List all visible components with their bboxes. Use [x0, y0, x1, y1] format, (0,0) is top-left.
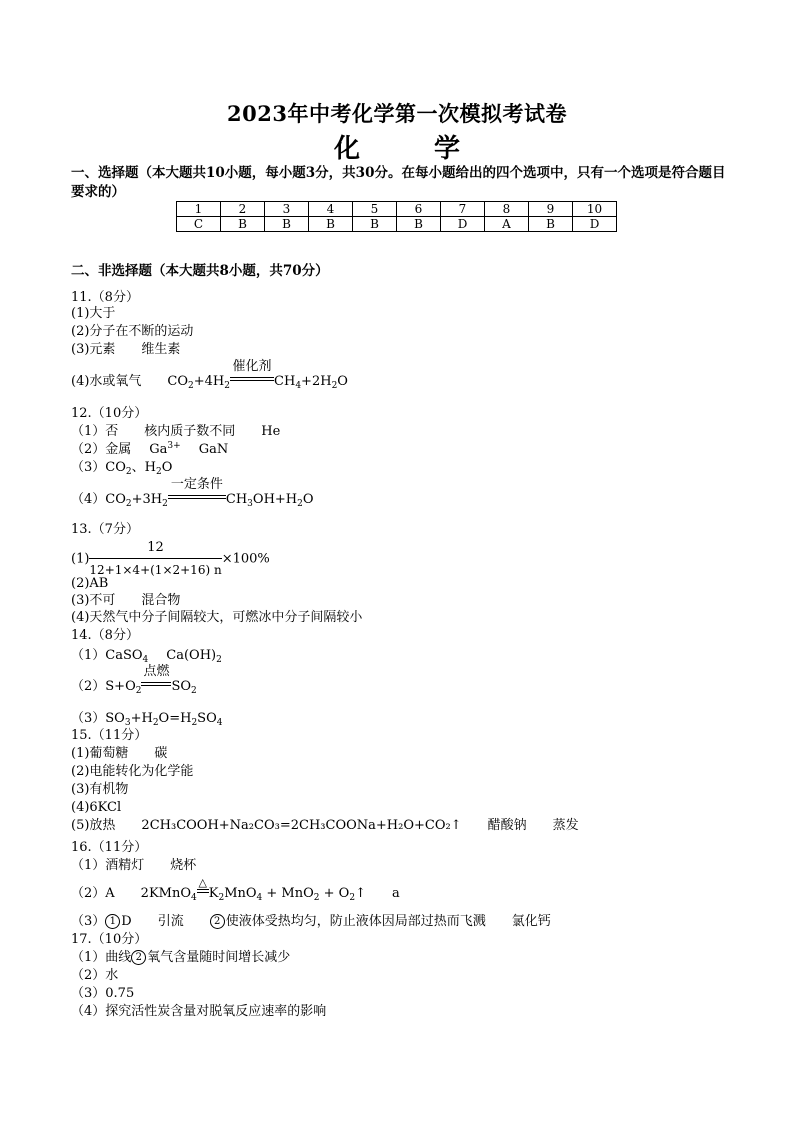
q16-reaction-condition: △ — [197, 886, 209, 902]
q12-reaction-condition: 一定条件 — [168, 492, 226, 508]
answer-cell: A — [485, 217, 529, 232]
question-number-cell: 7 — [441, 202, 485, 217]
q11-a2: (2)分子在不断的运动 — [71, 324, 194, 339]
q15-a2: (2)电能转化为化学能 — [71, 764, 194, 779]
answer-cell: B — [397, 217, 441, 232]
q12-a4: $(4)CO_2+3H_2$ 一定条件 $CH_3OH+H_2O$ — [71, 477, 314, 509]
q13-a3: (3)不可 混合物 — [71, 593, 181, 608]
q12-a2: （2）金属 $Ga^{3+}$ GaN — [71, 441, 229, 457]
answer-cell: D — [573, 217, 617, 232]
answer-table — [176, 201, 617, 232]
q17-a1: （1）曲线 2 氧气含量随时间增长减少 — [71, 950, 291, 965]
question-number-cell: 10 — [573, 202, 617, 217]
q11-a3: (3)元素 维生素 — [71, 342, 181, 357]
page-subtitle: 化 学 — [333, 134, 484, 164]
q16-a1: （1）酒精灯 烧杯 — [71, 858, 197, 873]
question-number-cell: 6 — [397, 202, 441, 217]
q17-a2: （2）水 — [71, 968, 119, 983]
q17-a3: （3）0.75 — [71, 986, 135, 1001]
q14-head: 14.（8分） — [71, 628, 139, 643]
q12-a1: （1）否 核内质子数不同 He — [71, 424, 281, 439]
page-title: 2023年中考化学第一次模拟考试卷 — [227, 101, 567, 126]
answer-cell: C — [177, 217, 221, 232]
q11-head: 11.（8分） — [71, 290, 139, 305]
section1-heading: 一、选择题（本大题共10小题，每小题3分，共30分。在每小题给出的四个选项中，只有一个选项是符合题目要求的） — [71, 165, 726, 200]
q14-reaction-condition: 点燃 — [141, 679, 171, 695]
q12-head: 12.（10分） — [71, 406, 148, 421]
circled-number-2: 2 — [131, 950, 146, 965]
circled-number-1: 1 — [105, 914, 120, 929]
q16-head: 16.（11分） — [71, 840, 148, 855]
circled-number-2: 2 — [210, 914, 225, 929]
q11-a4: (4)水或氧气 $CO_2+4H_2$ 催化剂 $CH_4+2H_2O$ — [71, 359, 348, 391]
question-number-cell: 4 — [309, 202, 353, 217]
question-number-cell: 8 — [485, 202, 529, 217]
q13-a2: (2)AB — [71, 576, 109, 591]
answer-cell: B — [265, 217, 309, 232]
question-number-cell: 3 — [265, 202, 309, 217]
answer-table-numbers-row — [177, 202, 617, 217]
q17-a4: （4）探究活性炭含量对脱氧反应速率的影响 — [71, 1004, 327, 1019]
answer-cell: B — [221, 217, 265, 232]
q13-head: 13.（7分） — [71, 522, 139, 537]
answer-cell: B — [529, 217, 573, 232]
q12-a3: $(3)CO_2$、$H_2O$ — [71, 460, 173, 477]
q15-a5: (5)放热 2CH₃COOH+Na₂CO₃=2CH₃COONa+H₂O+CO₂↑ 醋酸钠 蒸发 — [71, 818, 579, 833]
q13-fraction: $\frac{12}{12+1\times 4+(1\times 2+16) n}$ — [89, 540, 222, 577]
question-number-cell: 2 — [221, 202, 265, 217]
question-number-cell: 9 — [529, 202, 573, 217]
q13-a1: (1) $\frac{12}{12+1\times 4+(1\times 2+16) n}$ ×100% — [71, 540, 270, 577]
q14-a3: $(3)SO_3+H_2O=H_2SO_4$ — [71, 711, 223, 728]
q17-head: 17.（10分） — [71, 932, 148, 947]
answer-cell: B — [353, 217, 397, 232]
q15-a4: (4)6KCl — [71, 800, 122, 815]
q15-a1: (1)葡萄糖 碳 — [71, 746, 168, 761]
q13-a4: (4)天然气中分子间隔较大，可燃冰中分子间隔较小 — [71, 610, 363, 625]
q14-a2: $(2)S+O_2$ 点燃 $SO_2$ — [71, 664, 197, 696]
question-number-cell: 5 — [353, 202, 397, 217]
answer-cell: B — [309, 217, 353, 232]
answer-cell: D — [441, 217, 485, 232]
answer-table-answers-row — [177, 217, 617, 232]
q11-a1: (1)大于 — [71, 306, 116, 321]
question-number-cell: 1 — [177, 202, 221, 217]
q15-head: 15.（11分） — [71, 728, 148, 743]
q15-a3: (3)有机物 — [71, 782, 129, 797]
section2-heading: 二、非选择题（本大题共8小题，共70分） — [71, 263, 329, 279]
q11-reaction-condition: 催化剂 — [230, 374, 274, 390]
q14-a1: （1）CaSO$_4$ $Ca(OH)_2$ — [71, 648, 222, 665]
q16-a3: （3） 1 D 引流 2 使液体受热均匀，防止液体因局部过热而飞溅 氯化钙 — [71, 914, 551, 929]
q16-a2: （2）A 2KMnO$_4$ △ $K_2MnO_4 + MnO_2$ + $O_2↑$ a — [71, 876, 400, 903]
